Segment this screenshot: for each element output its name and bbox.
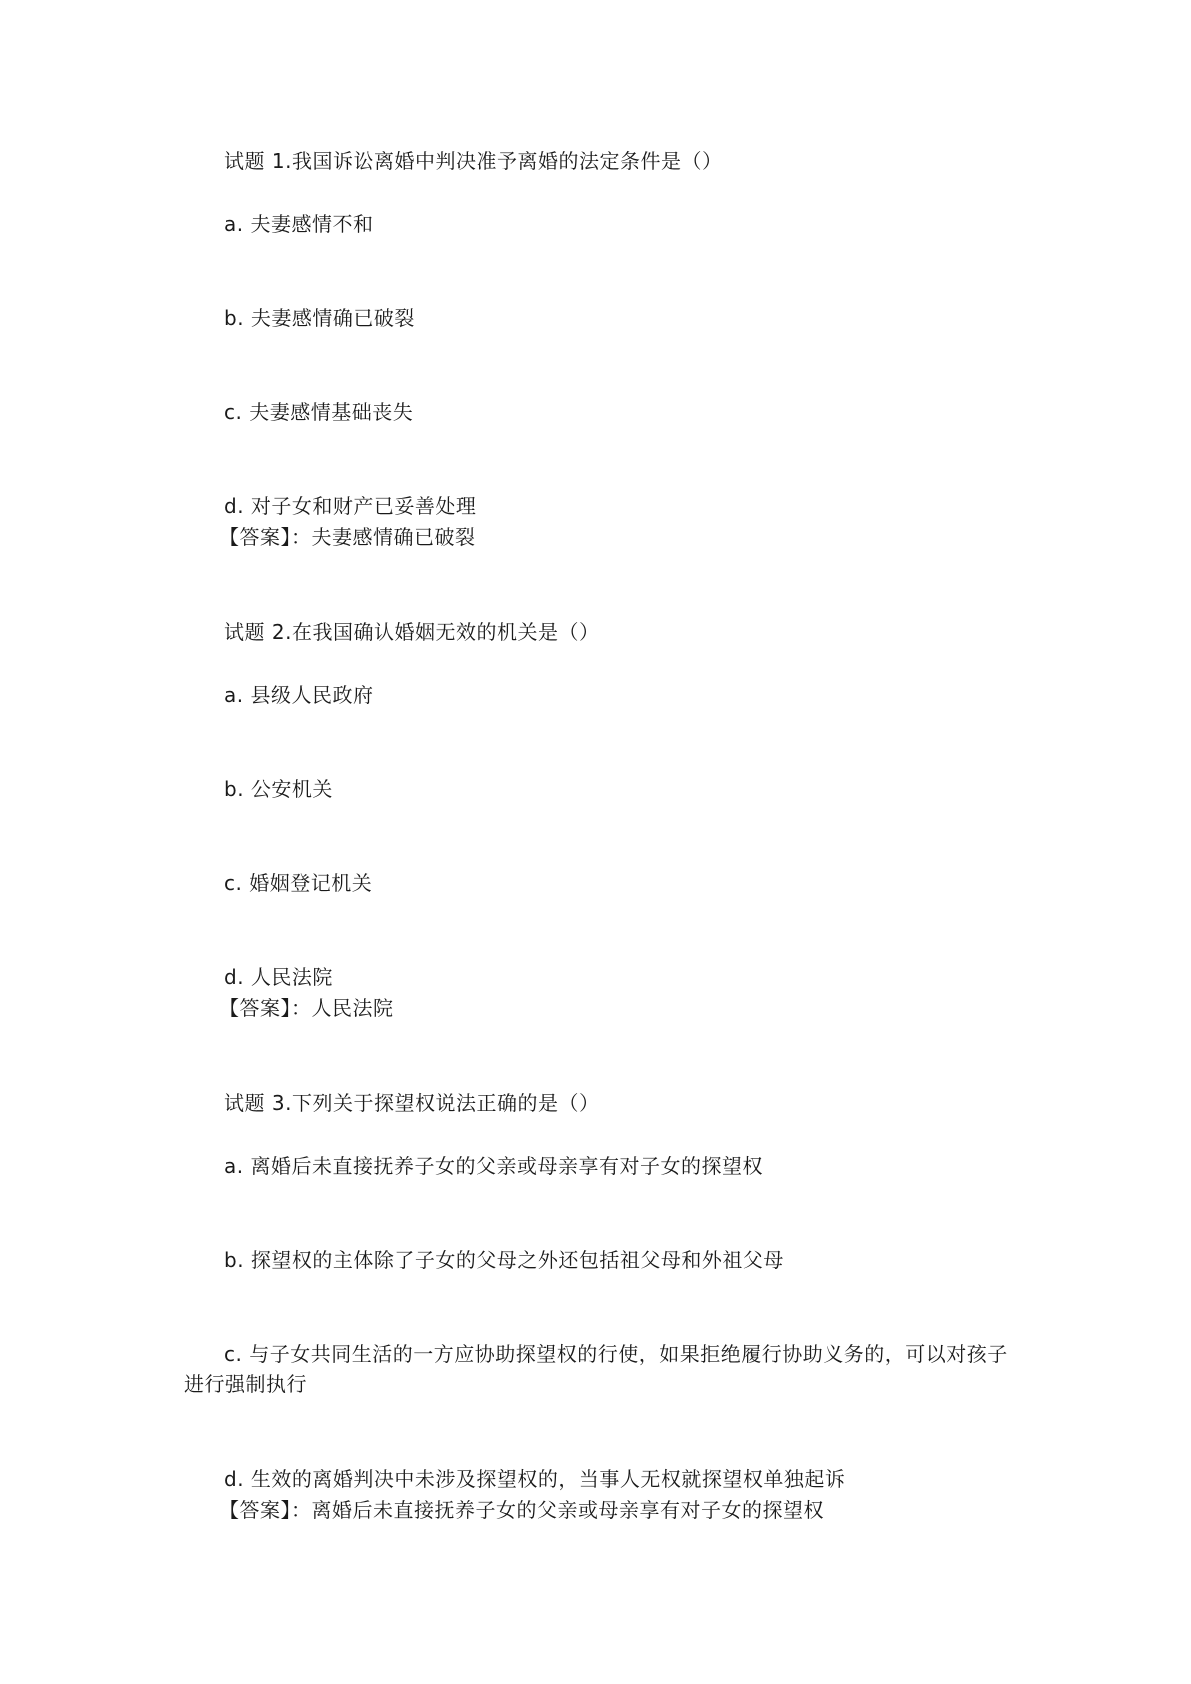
question-2-option-a: a. 县级人民政府 <box>224 683 374 707</box>
question-2-option-b: b. 公安机关 <box>224 777 333 801</box>
question-3-title: 试题 3.下列关于探望权说法正确的是（） <box>224 1091 600 1115</box>
question-1-title: 试题 1.我国诉讼离婚中判决准予离婚的法定条件是（） <box>224 149 723 173</box>
question-2-option-d: d. 人民法院 <box>224 965 333 989</box>
question-1-option-c: c. 夫妻感情基础丧失 <box>224 400 414 424</box>
question-2-title: 试题 2.在我国确认婚姻无效的机关是（） <box>224 620 600 644</box>
question-3-option-d: d. 生效的离婚判决中未涉及探望权的，当事人无权就探望权单独起诉 <box>224 1467 846 1491</box>
question-1-option-b: b. 夫妻感情确已破裂 <box>224 306 415 330</box>
question-2-answer: 【答案】：人民法院 <box>219 996 394 1020</box>
question-1-option-a: a. 夫妻感情不和 <box>224 212 374 236</box>
question-2-option-c: c. 婚姻登记机关 <box>224 871 373 895</box>
question-3-option-a: a. 离婚后未直接抚养子女的父亲或母亲享有对子女的探望权 <box>224 1154 763 1178</box>
question-3-option-b: b. 探望权的主体除了子女的父母之外还包括祖父母和外祖父母 <box>224 1248 784 1272</box>
question-3-option-c: c. 与子女共同生活的一方应协助探望权的行使，如果拒绝履行协助义务的，可以对孩子进行强制执行 <box>184 1342 1008 1396</box>
question-3-answer: 【答案】：离婚后未直接抚养子女的父亲或母亲享有对子女的探望权 <box>219 1498 824 1522</box>
question-1-answer: 【答案】：夫妻感情确已破裂 <box>219 525 476 549</box>
question-1-option-d: d. 对子女和财产已妥善处理 <box>224 494 477 518</box>
